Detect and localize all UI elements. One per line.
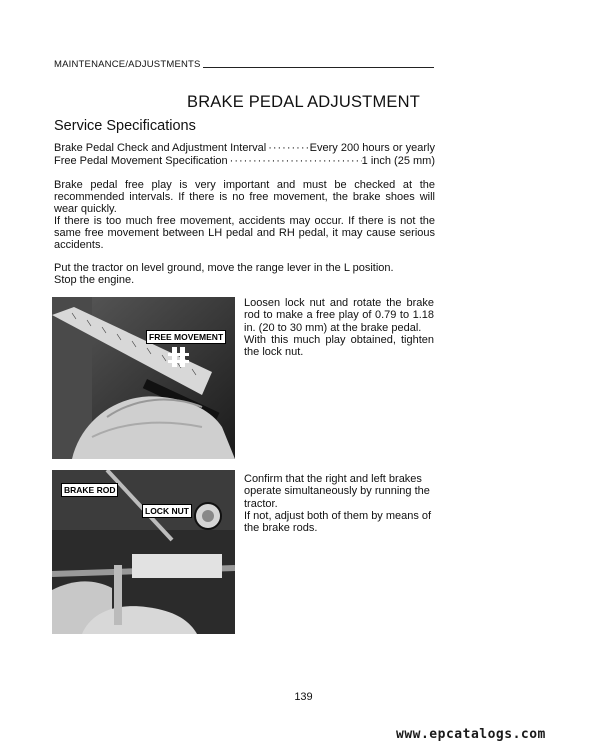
paragraph-setup-1: Put the tractor on level ground, move the range lever in the L position. [54,262,394,274]
spec-label: Free Pedal Movement Specification [54,155,228,167]
section-subtitle: Service Specifications [54,118,196,134]
watermark: www.epcatalogs.com [396,727,546,742]
figure-1-instruction-2: With this much play obtained, tighten the lock nut. [244,333,434,359]
figure-1-text [244,297,434,358]
page-header [54,56,434,70]
section-title: MAINTENANCE/ADJUSTMENTS [54,59,201,70]
photo-illustration [52,297,235,459]
leader-dots [228,155,362,168]
spec-value: Every 200 hours or yearly [309,142,435,154]
figure-2-instruction: Confirm that the right and left brakes operate simultaneously by running the tractor. [244,473,430,510]
spec-row-free-movement [54,155,435,168]
label-lock-nut: LOCK NUT [142,504,192,518]
page-number: 139 [294,691,313,703]
page-title: BRAKE PEDAL ADJUSTMENT [186,93,420,111]
photo-free-movement [52,297,235,459]
label-free-movement: FREE MOVEMENT [146,330,226,344]
figure-2-instruction-2: If not, adjust both of them by means of the brake rods. [244,509,432,535]
paragraph-setup-2: Stop the engine. [54,274,135,286]
paragraph-importance: Brake pedal free play is very important and must be checked at the recommended intervals. If there is no free movement, the brake shoes will wear quickly. [54,179,435,215]
header-rule [203,67,434,68]
figure-1-instruction: Loosen lock nut and rotate the brake rod to make a free play of 0.79 to 1.18 in. (20 to 30 mm) at the brake pedal. [244,297,434,334]
spec-value: 1 inch (25 mm) [361,155,435,167]
figure-2-text [244,473,434,534]
spec-label: Brake Pedal Check and Adjustment Interval [54,142,267,154]
spec-row-interval [54,142,435,155]
paragraph-warning: If there is too much free movement, accidents may occur. If there is not the same free movement between LH pedal and RH pedal, it may cause serious accidents. [54,215,435,251]
photo-brake-rod [52,470,235,634]
label-brake-rod: BRAKE ROD [61,483,118,497]
leader-dots [266,142,309,155]
